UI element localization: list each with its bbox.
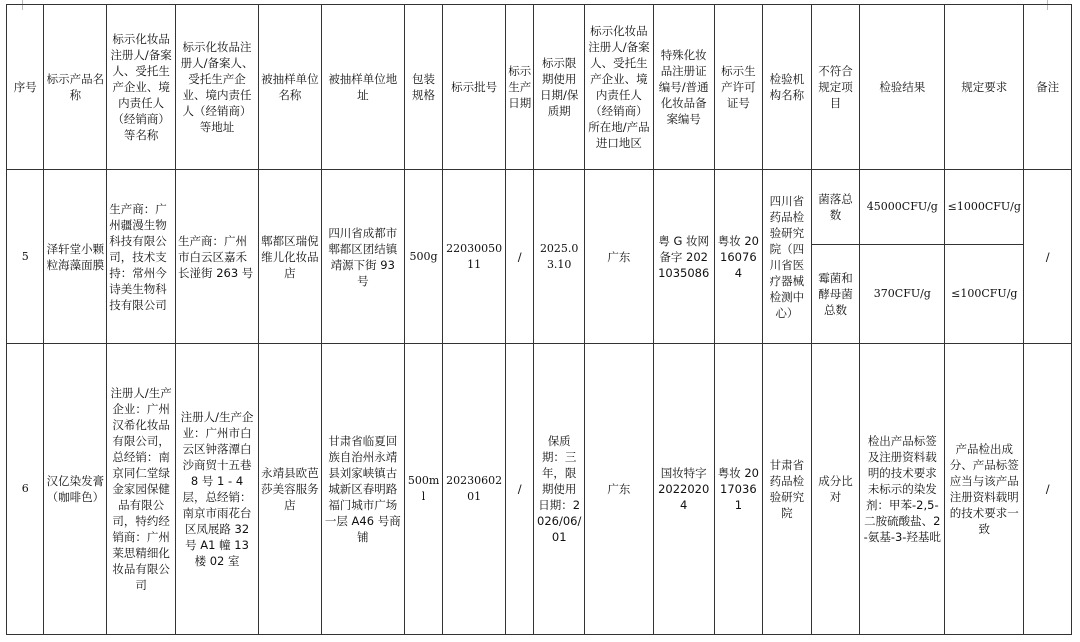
region-cell: 广东: [585, 344, 654, 635]
header-cell: 标示化妆品注册人/备案人、受托生产企业、境内责任人（经销商）等名称: [107, 5, 176, 170]
row-number-cell: 6: [7, 344, 44, 635]
package-spec-cell: 500g: [404, 170, 442, 344]
batch-number-cell: 2203005011: [443, 170, 506, 344]
header-cell: 规定要求: [945, 5, 1024, 170]
row-number-cell: 5: [7, 170, 44, 344]
requirement-cell: 产品检出成分、产品标签应当与该产品注册资料载明的技术要求一致: [945, 344, 1024, 635]
test-result-cell: [860, 344, 945, 635]
nonconforming-item-cell: 霉菌和酵母菌总数: [811, 245, 860, 344]
sampled-unit-cell: 永靖县欧芭莎美容服务店: [259, 344, 322, 635]
inspection-results-table: [6, 4, 1072, 635]
batch-number-cell: 2023060201: [443, 344, 506, 635]
nonconforming-item-cell: 成分比对: [811, 344, 860, 635]
sampled-unit-cell: 郫都区瑞倪维儿化妆品店: [259, 170, 322, 344]
package-spec-cell: 500ml: [404, 344, 442, 635]
production-date-cell: /: [506, 170, 534, 344]
requirement-cell: ≤100CFU/g: [945, 245, 1024, 344]
production-license-cell: 粤妆 20170361: [714, 344, 763, 635]
registration-number-cell: 国妆特字 20220204: [653, 344, 714, 635]
product-name-cell: 汉亿染发膏（咖啡色）: [44, 344, 107, 635]
header-cell: 被抽样单位名称: [259, 5, 322, 170]
table-row: [7, 344, 1072, 635]
nonconforming-item-cell: 菌落总数: [811, 170, 860, 245]
company-name-cell: 生产商：广州疆漫生物科技有限公司，技术支持：常州今诗美生物科技有限公司: [107, 170, 176, 344]
header-cell: 标示产品名称: [44, 5, 107, 170]
region-cell: 广东: [585, 170, 654, 344]
header-cell: 不符合规定项目: [811, 5, 860, 170]
header-cell: 标示化妆品注册人/备案人、受托生产企业、境内责任人（经销商）等地址: [176, 5, 259, 170]
remark-cell: /: [1024, 344, 1072, 635]
company-address-cell: 注册人/生产企业：广州市白云区钟落潭白沙商贸十五巷 8 号 1 - 4 层，总经销：南京市雨花台区凤展路 32 号 A1 幢 13 楼 02 室: [176, 344, 259, 635]
header-cell: 标示限期使用日期/保质期: [534, 5, 585, 170]
product-name-cell: 泽轩堂小颗粒海藻面膜: [44, 170, 107, 344]
header-cell: 特殊化妆品注册证编号/普通化妆品备案编号: [653, 5, 714, 170]
test-result-cell: 370CFU/g: [860, 245, 945, 344]
requirement-cell: ≤1000CFU/g: [945, 170, 1024, 245]
production-date-cell: /: [506, 344, 534, 635]
company-name-cell: 注册人/生产企业：广州汉希化妆品有限公司，总经销：南京同仁堂绿金家园保健品有限公司，特约经销商：广州莱思精细化妆品有限公司: [107, 344, 176, 635]
remark-cell: /: [1024, 170, 1072, 344]
table-header-row: [7, 5, 1072, 170]
header-cell: 检验机构名称: [763, 5, 812, 170]
testing-agency-cell: 四川省药品检验研究院（四川省医疗器械检测中心）: [763, 170, 812, 344]
header-cell: 检验结果: [860, 5, 945, 170]
header-cell: 备注: [1024, 5, 1072, 170]
test-result-text: 检出产品标签及注册资料载明的技术要求未标示的染发剂：甲苯-2,5-二胺硫酸盐、2-氨基-3-羟基吡: [863, 434, 941, 544]
expiry-date-cell: 2025.03.10: [534, 170, 585, 344]
sampled-unit-address-cell: 甘肃省临夏回族自治州永靖县刘家峡镇古城新区春明路福门城市广场一层 A46 号商铺: [321, 344, 404, 635]
header-cell: 序号: [7, 5, 44, 170]
header-cell: 包装规格: [404, 5, 442, 170]
expiry-date-cell: 保质期：三年，限期使用日期：2026/06/01: [534, 344, 585, 635]
header-cell: 被抽样单位地址: [321, 5, 404, 170]
production-license-cell: 粤妆 20160764: [714, 170, 763, 344]
sampled-unit-address-cell: 四川省成都市郫都区团结镇靖源下街 93 号: [321, 170, 404, 344]
company-address-cell: 生产商：广州市白云区嘉禾长湴街 263 号: [176, 170, 259, 344]
table-row: [7, 170, 1072, 245]
header-cell: 标示化妆品注册人/备案人、受托生产企业、境内责任人（经销商）所在地/产品进口地区: [585, 5, 654, 170]
header-cell: 标示生产日期: [506, 5, 534, 170]
testing-agency-cell: 甘肃省药品检验研究院: [763, 344, 812, 635]
test-result-cell: 45000CFU/g: [860, 170, 945, 245]
header-cell: 标示生产许可证号: [714, 5, 763, 170]
registration-number-cell: 粤 G 妆网备字 2021035086: [653, 170, 714, 344]
header-cell: 标示批号: [443, 5, 506, 170]
